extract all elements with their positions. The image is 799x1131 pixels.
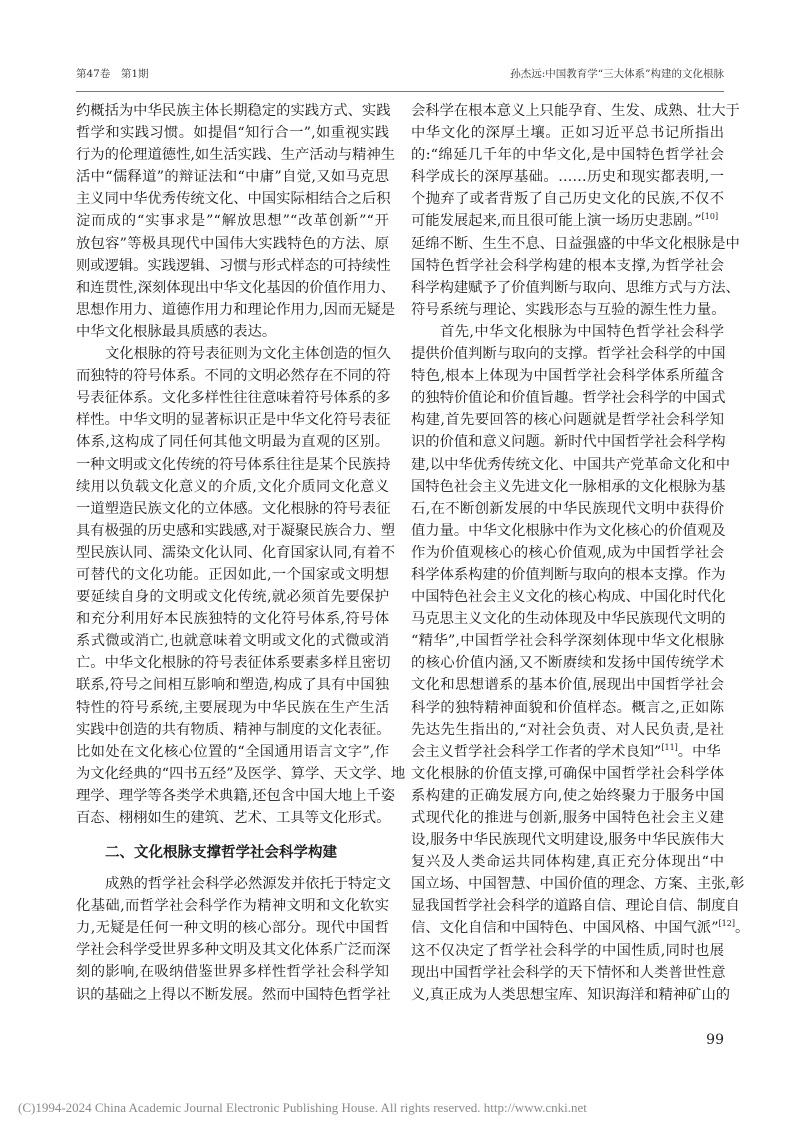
text-line: 为文化经典的“四书五经”及医学、算学、天文学、地	[76, 765, 406, 782]
text-line: 会科学在根本意义上只能孕育、生发、成熟、壮大于	[411, 103, 740, 119]
text-line: 式现代化的推进与创新,服务中国特色社会主义建	[411, 810, 724, 826]
text-line: 延绵不断、生生不息、日益强盛的中华文化根脉是中	[411, 235, 740, 252]
text-line: 而独特的符号体系。不同的文明必然存在不同的符	[76, 368, 391, 385]
line-text-tail: 。中华	[677, 743, 721, 760]
text-line: 科学的独特精神面貌和价值样态。概言之,正如陈	[411, 699, 724, 716]
text-line: 个抛弃了或者背叛了自己历史文化的民族,不仅不	[411, 191, 724, 208]
text-line: 和充分利用好本民族独特的文化符号体系,符号体	[76, 611, 389, 628]
text-line: 复兴及人类命运共同体构建,真正充分体现出“中	[411, 854, 724, 871]
text-line: 活中“儒释道”的辩证法和“中庸”自觉,又如马克思	[76, 169, 389, 186]
line-text: 会主义哲学社会科学工作者的学术良知”	[411, 743, 662, 760]
text-line: 设,服务中华民族现代文明建设,服务中华民族伟大	[411, 832, 724, 849]
text-line: 科学构建赋予了价值判断与取向、思维方式与方法、	[411, 279, 740, 296]
text-line: 放包容”等极具现代中国伟大实践特色的方法、原	[76, 235, 389, 252]
text-line: 构建,首先要回答的核心问题就是哲学社会科学知	[411, 412, 724, 429]
citation-ref-12[interactable]: [12]	[718, 919, 735, 929]
text-line: 号表征体系。文化多样性往往意味着符号体系的多	[76, 390, 391, 407]
text-line: 特性的符号系统,主要展现为中华民族在生产生活	[76, 699, 389, 716]
text-line: 文化和思想谱系的基本价值,展现出中国哲学社会	[411, 677, 724, 694]
text-line-with-citation	[411, 210, 724, 232]
text-line: 提供价值判断与取向的支撑。哲学社会科学的中国	[411, 346, 726, 363]
text-line: 学社会科学受世界多种文明及其文化体系广泛而深	[76, 942, 391, 959]
text-line: 作为价值观核心的核心价值观,成为中国哲学社会	[411, 544, 724, 561]
text-line: 可替代的文化功能。正因如此,一个国家或文明想	[76, 566, 389, 583]
text-line: 中国特色社会主义文化的核心构成、中国化时代化	[411, 589, 726, 606]
text-line: 百态、栩栩如生的建筑、艺术、工具等文化形式。	[76, 810, 391, 826]
journal-issue: 第47卷 第1期	[76, 68, 149, 80]
line-text-tail: 。	[734, 920, 750, 937]
text-line: 化基础,而哲学社会科学作为精神文明和文化软实	[76, 898, 389, 915]
text-line: 这不仅决定了哲学社会科学的中国性质,同时也展	[411, 942, 724, 959]
text-line: 行为的伦理道德性,如生活实践、生产活动与精神生	[76, 147, 396, 164]
header-rule	[76, 91, 724, 92]
text-line: 理学、理学等各类学术典籍,还包含中国大地上千姿	[76, 787, 396, 804]
line-text: 信、文化自信和中国特色、中国风格、中国气派”	[411, 920, 719, 937]
section-heading: 二、文化根脉支撑哲学社会科学构建	[105, 845, 337, 862]
text-line: 特色,根本上体现为中国哲学社会科学体系所蕴含	[411, 368, 724, 385]
page-number: 99	[706, 1032, 724, 1048]
text-line: 具有极强的历史感和实践感,对于凝聚民族合力、塑	[76, 522, 396, 539]
running-header	[76, 66, 724, 86]
paragraph-start: 首先,中华文化根脉为中国特色哲学社会科学	[440, 323, 724, 340]
text-line: 中华文化根脉最具质感的表达。	[76, 323, 277, 340]
text-line: 科学成长的深厚基础。……历史和现实都表明,一	[411, 169, 724, 186]
text-line: 则或逻辑。实践逻辑、习惯与形式样态的可持续性	[76, 257, 391, 274]
text-line: 比如处在文化核心位置的“全国通用语言文字”,作	[76, 743, 389, 760]
text-line: 的核心价值内涵,又不断赓续和发扬中国传统学术	[411, 655, 724, 672]
text-line: 刻的影响,在吸纳借鉴世界多样性哲学社会科学知	[76, 964, 389, 981]
right-column	[411, 100, 750, 1006]
text-line: 哲学和实践习惯。如提倡“知行合一”,如重视实践	[76, 125, 389, 142]
text-line: 实践中创造的共有物质、精神与制度的文化表征。	[76, 721, 391, 738]
text-line: 思想作用力、道德作用力和理论作用力,因而无疑是	[76, 301, 396, 318]
copyright-footer: (C)1994-2024 China Academic Journal Electronic Publishing House. All rights reserved. http://www.cnki.net	[18, 1100, 587, 1115]
text-line: 的独特价值论和价值旨趣。哲学社会科学的中国式	[411, 390, 726, 407]
text-line: 亡。中华文化根脉的符号表征体系要素多样且密切	[76, 655, 391, 672]
text-line: 体系,这构成了同任何其他文明最为直观的区别。	[76, 434, 389, 451]
text-line: 国特色哲学社会科学构建的根本支撑,为哲学社会	[411, 257, 724, 274]
text-line: 建,以中华优秀传统文化、中国共产党革命文化和中	[411, 456, 731, 473]
text-line-with-citation	[411, 917, 750, 939]
text-line: 国特色社会主义先进文化一脉相承的文化根脉为基	[411, 478, 726, 495]
line-text: 可能发展起来,而且很可能上演一场历史悲剧。”	[411, 213, 702, 230]
text-line: 一道塑造民族文化的立体感。文化根脉的符号表征	[76, 500, 391, 517]
text-line: 联系,符号之间相互影响和塑造,构成了具有中国独	[76, 677, 389, 694]
text-line: 约概括为中华民族主体长期稳定的实践方式、实践	[76, 103, 391, 119]
article-running-title: 孙杰远:中国教育学“三大体系”构建的文化根脉	[510, 68, 724, 80]
text-line: 系构建的正确发展方向,使之始终聚力于服务中国	[411, 787, 724, 804]
text-line: 一种文明或文化传统的符号体系往往是某个民族持	[76, 456, 391, 473]
text-line: 石,在不断创新发展的中华民族现代文明中获得价	[411, 500, 724, 517]
text-line-with-citation	[411, 741, 724, 763]
text-line: 识的价值和意义问题。新时代中国哲学社会科学构	[411, 434, 726, 451]
paragraph-start: 成熟的哲学社会科学必然源发并依托于特定文	[105, 876, 391, 893]
text-line: 值力量。中华文化根脉中作为文化核心的价值观及	[411, 522, 726, 539]
citation-ref-11[interactable]: [11]	[661, 742, 678, 752]
text-line: 马克思主义文化的生动体现及中华民族现代文明的	[411, 611, 726, 628]
text-line: 样性。中华文明的显著标识正是中华文化符号表征	[76, 412, 391, 429]
text-line: 义,真正成为人类思想宝库、知识海洋和精神矿山的	[411, 986, 731, 1003]
text-line: 力,无疑是任何一种文明的核心部分。现代中国哲	[76, 920, 389, 937]
text-line: 和连贯性,深刻体现出中华文化基因的价值作用力、	[76, 279, 396, 296]
text-line: 续用以负载文化意义的介质,文化介质同文化意义	[76, 478, 389, 495]
text-line: 现出中国哲学社会科学的天下情怀和人类普世性意	[411, 964, 726, 981]
text-line: 符号系统与理论、实践形态与互验的源生性力量。	[411, 301, 726, 318]
text-line: 显我国哲学社会科学的道路自信、理论自信、制度自	[411, 898, 740, 915]
text-line: 科学体系构建的价值判断与取向的根本支撑。作为	[411, 566, 726, 583]
text-line: 的:“绵延几千年的中华文化,是中国特色哲学社会	[411, 147, 724, 164]
text-line: 主义同中华优秀传统文化、中国实际相结合之后积	[76, 191, 391, 208]
text-line: 要延续自身的文明或文化传统,就必须首先要保护	[76, 589, 389, 606]
text-line: 系式微或消亡,也就意味着文明或文化的式微或消	[76, 633, 389, 650]
left-column	[76, 100, 406, 1006]
citation-ref-10[interactable]: [10]	[701, 212, 719, 222]
text-line: 型民族认同、濡染文化认同、化育国家认同,有着不	[76, 544, 396, 561]
text-line: 先达先生指出的,“对社会负责、对人民负责,是社	[411, 721, 724, 738]
paragraph-start: 文化根脉的符号表征则为文化主体创造的恒久	[105, 346, 391, 363]
text-line: 识的基础之上得以不断发展。然而中国特色哲学社	[76, 986, 391, 1003]
text-line: “精华”,中国哲学社会科学深刻体现中华文化根脉	[411, 633, 724, 650]
text-line: 中华文化的深厚土壤。正如习近平总书记所指出	[411, 125, 724, 142]
text-line: 文化根脉的价值支撑,可确保中国哲学社会科学体	[411, 765, 724, 782]
text-line: 国立场、中国智慧、中国价值的理念、方案、主张,彰	[411, 876, 745, 893]
text-line: 淀而成的“实事求是”“解放思想”“改革创新”“开	[76, 213, 389, 230]
